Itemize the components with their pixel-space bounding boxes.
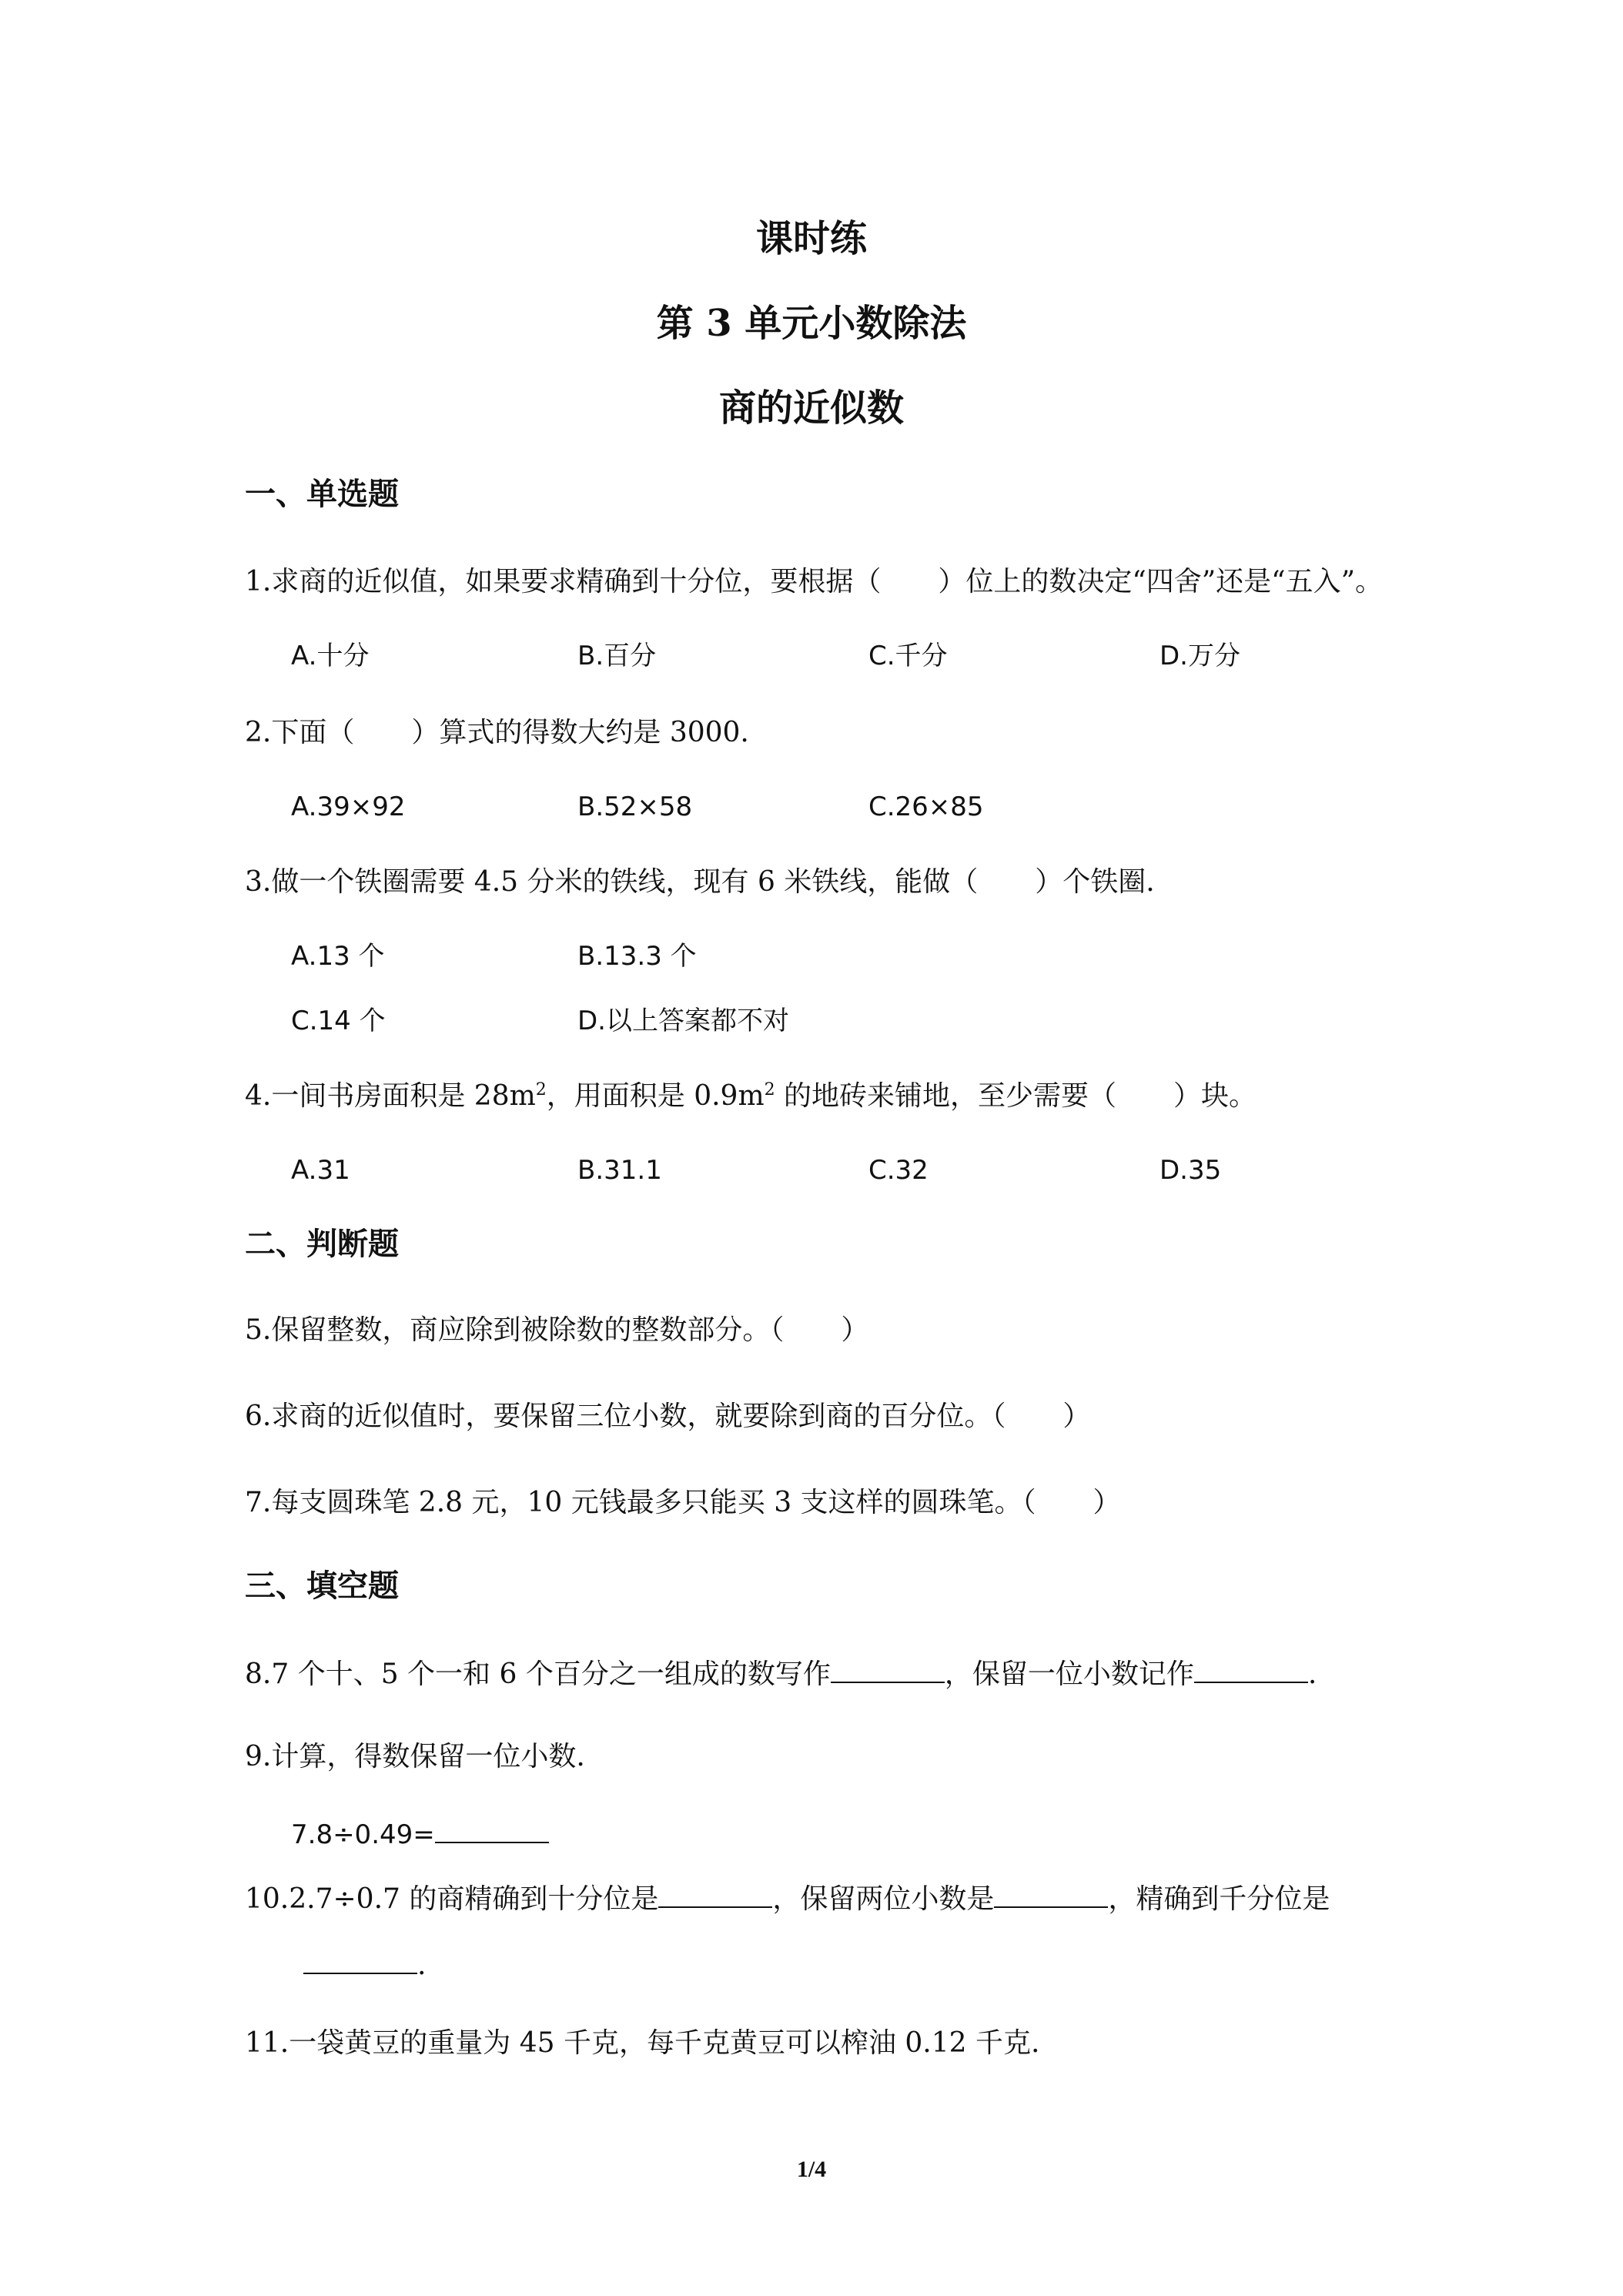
expression-text: 7.8÷0.49=: [291, 1819, 435, 1850]
question-text: 7 个十、5 个一和 6 个百分之一组成的数写作: [271, 1658, 831, 1690]
question-text: ，精确到千分位是: [1108, 1883, 1330, 1915]
section-fill-blank: 三、填空题: [245, 1568, 399, 1604]
question-text: 求商的近似值时，要保留三位小数，就要除到商的百分位。（: [271, 1401, 1006, 1432]
q1-option-a[interactable]: A.十分: [291, 641, 370, 671]
question-text: 的地砖来铺地，至少需要（: [775, 1080, 1117, 1112]
question-10-continued: [303, 1946, 426, 1982]
question-4: [245, 1079, 1257, 1113]
question-number: 2.: [245, 717, 272, 748]
question-3: [245, 865, 1155, 899]
worksheet-title: 课时练: [755, 217, 867, 260]
question-text: 2.7÷0.7 的商精确到十分位是: [289, 1883, 659, 1915]
question-text: 做一个铁圈需要 4.5 分米的铁线，现有 6 米铁线，能做（: [271, 866, 979, 898]
question-text: ，用面积是 0.9m: [546, 1080, 765, 1112]
q1-option-c[interactable]: C.千分: [868, 641, 948, 671]
answer-blank[interactable]: [303, 1946, 417, 1974]
question-2: [245, 716, 749, 749]
question-text: ）块。: [1173, 1080, 1257, 1112]
unit-title: 第 3 单元小数除法: [656, 302, 967, 345]
q4-option-a[interactable]: A.31: [291, 1155, 350, 1186]
question-text: 一袋黄豆的重量为 45 千克，每千克黄豆可以榨油 0.12 千克.: [289, 2027, 1040, 2059]
question-text: ）个铁圈.: [1035, 866, 1155, 898]
question-text: ）: [1062, 1401, 1091, 1432]
q2-option-a[interactable]: A.39×92: [291, 792, 406, 822]
question-10: [245, 1880, 1330, 1916]
question-text: ）算式的得数大约是 3000.: [411, 717, 749, 748]
page-number: 1/4: [796, 2157, 827, 2182]
q1-option-d[interactable]: D.万分: [1160, 641, 1240, 671]
question-8: [245, 1655, 1317, 1691]
question-1: [245, 565, 1383, 598]
question-text: ）位上的数决定“四舍”还是“五入”。: [938, 566, 1383, 597]
question-number: 10.: [245, 1883, 289, 1915]
q3-option-b[interactable]: B.13.3 个: [577, 941, 697, 972]
question-number: 11.: [245, 2027, 289, 2059]
answer-blank[interactable]: [831, 1655, 945, 1683]
question-text: ）: [1093, 1487, 1121, 1518]
section-single-choice: 一、单选题: [245, 476, 399, 512]
question-text: .: [1307, 1658, 1317, 1690]
q3-option-a[interactable]: A.13 个: [291, 941, 385, 972]
question-number: 9.: [245, 1741, 272, 1772]
question-number: 6.: [245, 1401, 272, 1432]
answer-blank[interactable]: [994, 1880, 1108, 1908]
question-5: [245, 1314, 868, 1347]
answer-blank[interactable]: [435, 1816, 549, 1843]
question-number: 3.: [245, 866, 272, 898]
q2-option-c[interactable]: C.26×85: [868, 792, 984, 822]
question-number: 8.: [245, 1658, 272, 1690]
question-text: 每支圆珠笔 2.8 元，10 元钱最多只能买 3 支这样的圆珠笔。（: [271, 1487, 1036, 1518]
question-number: 7.: [245, 1487, 272, 1518]
question-text: ）: [841, 1314, 869, 1346]
question-text: .: [417, 1950, 427, 1981]
question-text: 计算，得数保留一位小数.: [271, 1741, 585, 1772]
question-text: 求商的近似值，如果要求精确到十分位，要根据（: [271, 566, 882, 597]
question-text: 下面（: [271, 717, 355, 748]
q2-option-b[interactable]: B.52×58: [577, 792, 693, 822]
q3-option-d[interactable]: D.以上答案都不对: [577, 1006, 789, 1036]
lesson-title: 商的近似数: [718, 387, 904, 430]
q4-option-d[interactable]: D.35: [1160, 1155, 1222, 1186]
q1-option-b[interactable]: B.百分: [577, 641, 657, 671]
q4-option-b[interactable]: B.31.1: [577, 1155, 662, 1186]
answer-blank[interactable]: [658, 1880, 772, 1908]
q4-option-c[interactable]: C.32: [868, 1155, 929, 1186]
question-number: 1.: [245, 566, 272, 597]
question-text: ，保留一位小数记作: [944, 1658, 1194, 1690]
superscript: 2: [535, 1080, 547, 1099]
question-number: 5.: [245, 1314, 272, 1346]
question-text: 一间书房面积是 28m: [271, 1080, 536, 1112]
superscript: 2: [764, 1080, 775, 1099]
q3-option-c[interactable]: C.14 个: [291, 1006, 386, 1036]
q9-expression: [291, 1816, 549, 1851]
question-9: [245, 1740, 585, 1773]
question-text: 保留整数，商应除到被除数的整数部分。（: [271, 1314, 785, 1346]
question-6: [245, 1400, 1090, 1433]
question-7: [245, 1486, 1121, 1519]
question-11: [245, 2027, 1039, 2060]
question-number: 4.: [245, 1080, 272, 1112]
question-text: ，保留两位小数是: [772, 1883, 995, 1915]
answer-blank[interactable]: [1194, 1655, 1308, 1683]
section-true-false: 二、判断题: [245, 1226, 399, 1262]
